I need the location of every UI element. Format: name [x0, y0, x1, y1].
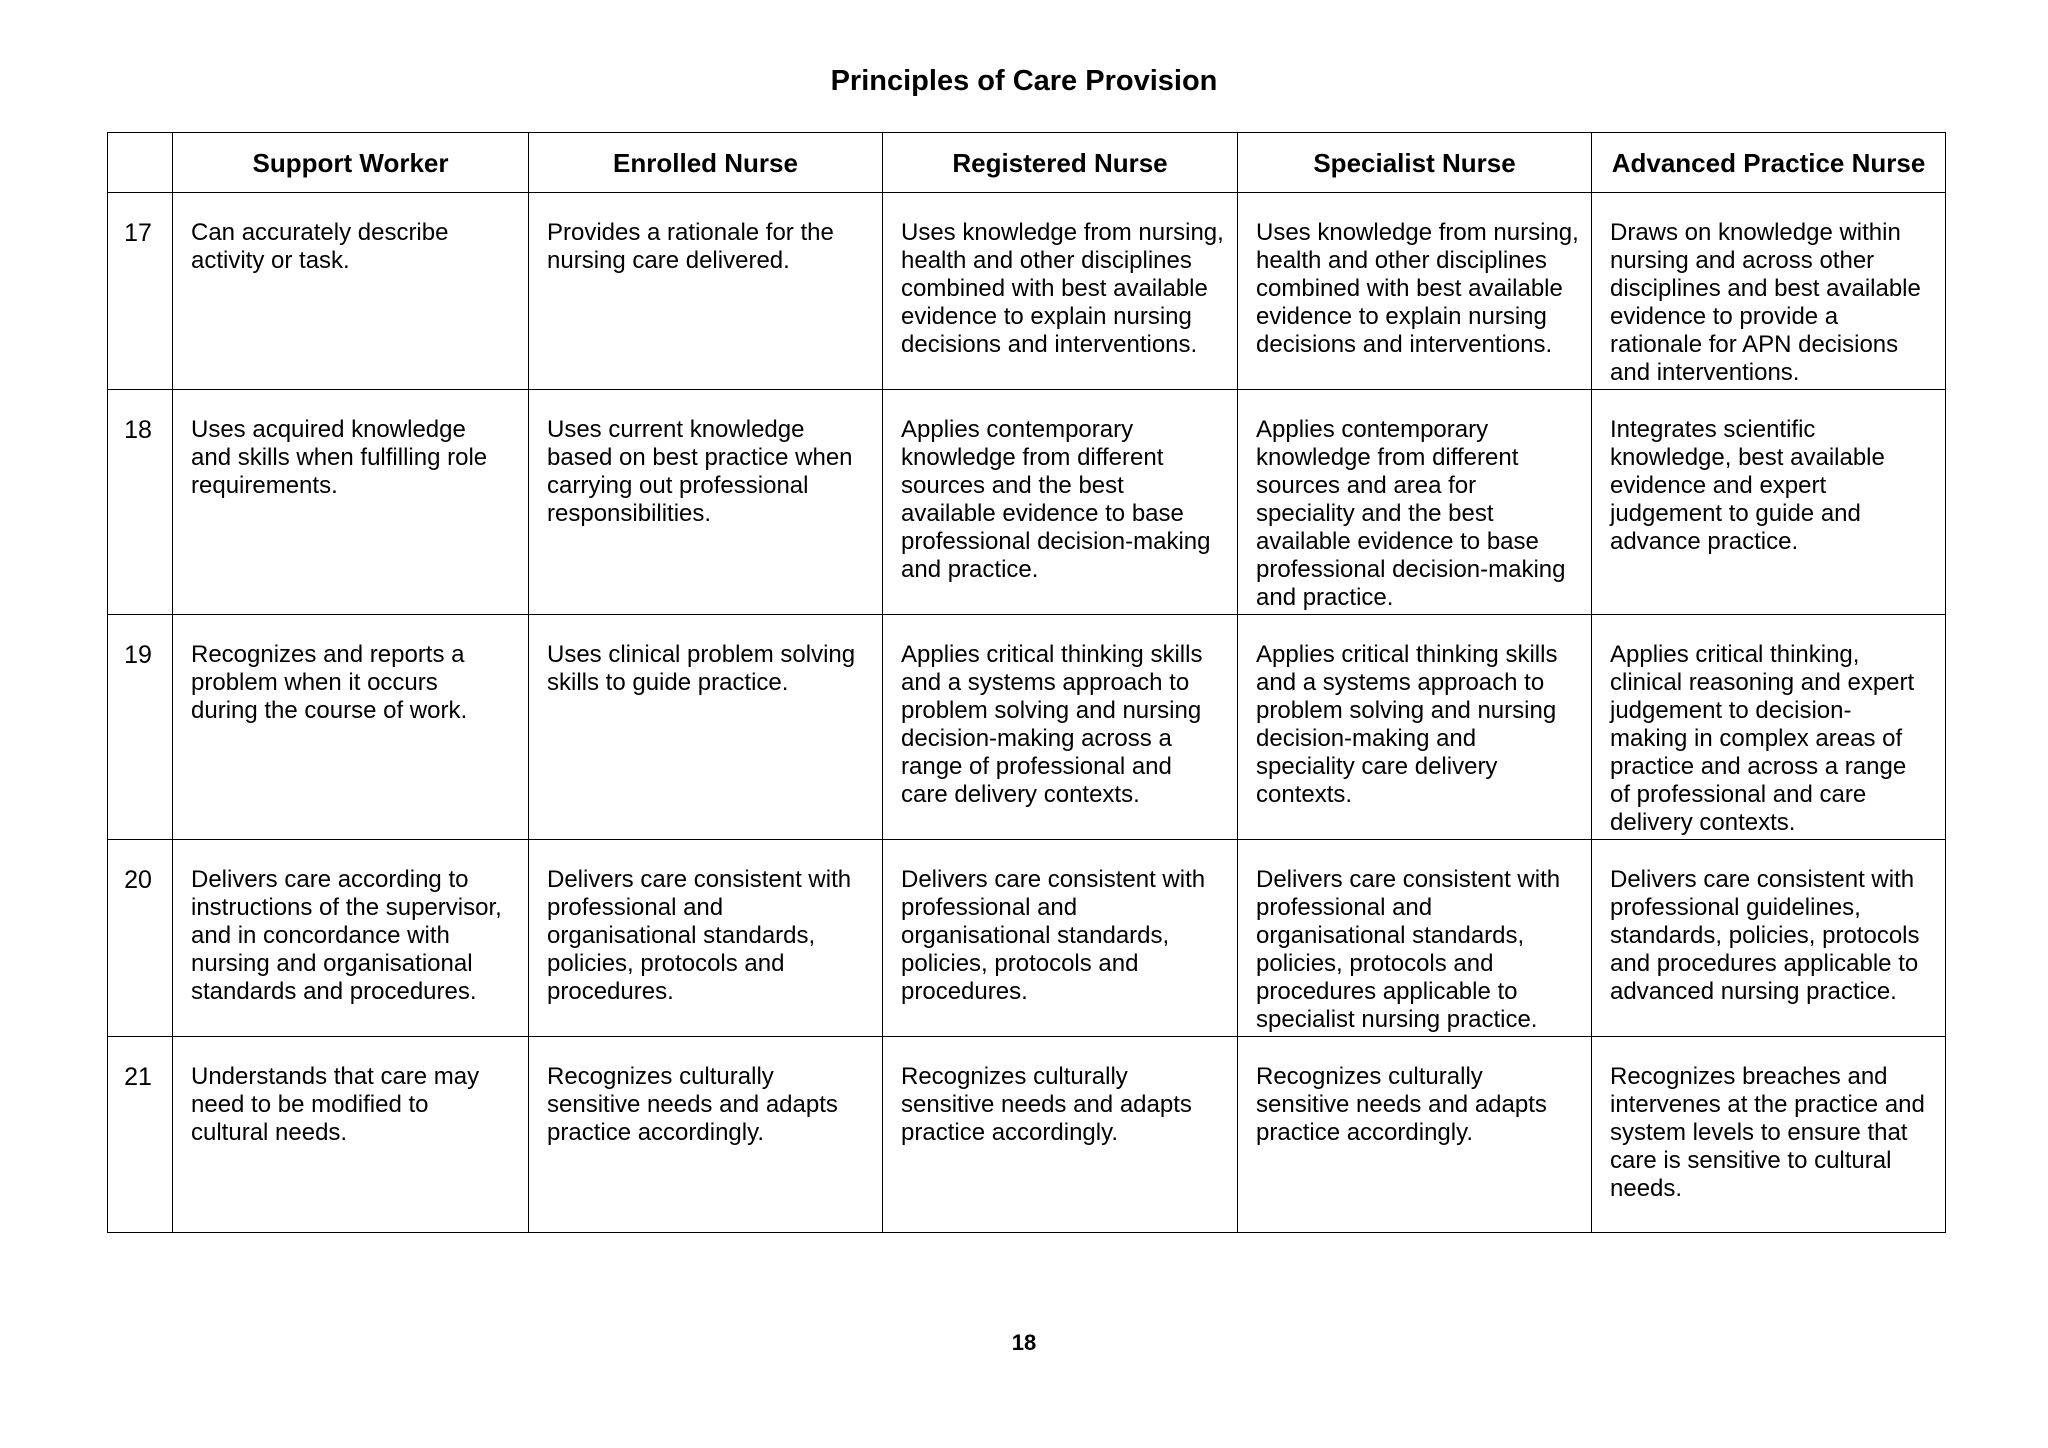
cell-registered-nurse: Uses knowledge from nursing, health and other disciplines combined with best available evidence to explain nursing decisions and interventions. — [883, 193, 1238, 390]
row-number: 17 — [108, 193, 173, 390]
table-row — [108, 840, 1946, 1037]
cell-advanced-practice-nurse: Applies critical thinking, clinical reasoning and expert judgement to decision- making in complex areas of practice and across a range of professional and care delivery contexts. — [1592, 615, 1946, 840]
table-row — [108, 193, 1946, 390]
cell-advanced-practice-nurse: Draws on knowledge within nursing and across other disciplines and best available evidence to provide a rationale for APN decisions and interventions. — [1592, 193, 1946, 390]
header-support-worker: Support Worker — [173, 133, 529, 193]
table-row — [108, 1037, 1946, 1233]
cell-support-worker: Uses acquired knowledge and skills when fulfilling role requirements. — [173, 390, 529, 615]
header-specialist-nurse: Specialist Nurse — [1238, 133, 1592, 193]
corner-cell — [108, 133, 173, 193]
table-header — [108, 133, 1946, 193]
header-advanced-practice-nurse: Advanced Practice Nurse — [1592, 133, 1946, 193]
row-number: 20 — [108, 840, 173, 1037]
cell-specialist-nurse: Applies contemporary knowledge from different sources and area for speciality and the best available evidence to base professional decision-making and practice. — [1238, 390, 1592, 615]
cell-specialist-nurse: Recognizes culturally sensitive needs and adapts practice accordingly. — [1238, 1037, 1592, 1233]
cell-support-worker: Can accurately describe activity or task. — [173, 193, 529, 390]
cell-registered-nurse: Delivers care consistent with professional and organisational standards, policies, protocols and procedures. — [883, 840, 1238, 1037]
row-number: 19 — [108, 615, 173, 840]
header-row — [108, 133, 1946, 193]
cell-registered-nurse: Applies contemporary knowledge from different sources and the best available evidence to base professional decision-making and practice. — [883, 390, 1238, 615]
table-row — [108, 390, 1946, 615]
table-row — [108, 615, 1946, 840]
care-provision-table — [107, 132, 1946, 1233]
page-title: Principles of Care Provision — [830, 65, 1218, 97]
cell-support-worker: Recognizes and reports a problem when it occurs during the course of work. — [173, 615, 529, 840]
cell-enrolled-nurse: Uses current knowledge based on best practice when carrying out professional responsibilities. — [529, 390, 883, 615]
cell-registered-nurse: Applies critical thinking skills and a systems approach to problem solving and nursing decision-making across a range of professional and care delivery contexts. — [883, 615, 1238, 840]
row-number: 18 — [108, 390, 173, 615]
cell-specialist-nurse: Applies critical thinking skills and a systems approach to problem solving and nursing decision-making and speciality care delivery contexts. — [1238, 615, 1592, 840]
cell-support-worker: Understands that care may need to be modified to cultural needs. — [173, 1037, 529, 1233]
header-registered-nurse: Registered Nurse — [883, 133, 1238, 193]
cell-specialist-nurse: Uses knowledge from nursing, health and other disciplines combined with best available evidence to explain nursing decisions and interventions. — [1238, 193, 1592, 390]
cell-registered-nurse: Recognizes culturally sensitive needs and adapts practice accordingly. — [883, 1037, 1238, 1233]
cell-enrolled-nurse: Delivers care consistent with professional and organisational standards, policies, protocols and procedures. — [529, 840, 883, 1037]
cell-advanced-practice-nurse: Integrates scientific knowledge, best available evidence and expert judgement to guide and advance practice. — [1592, 390, 1946, 615]
table-body — [108, 193, 1946, 1233]
cell-enrolled-nurse: Provides a rationale for the nursing care delivered. — [529, 193, 883, 390]
cell-advanced-practice-nurse: Recognizes breaches and intervenes at the practice and system levels to ensure that care is sensitive to cultural needs. — [1592, 1037, 1946, 1233]
cell-enrolled-nurse: Recognizes culturally sensitive needs and adapts practice accordingly. — [529, 1037, 883, 1233]
cell-support-worker: Delivers care according to instructions of the supervisor, and in concordance with nursing and organisational standards and procedures. — [173, 840, 529, 1037]
header-enrolled-nurse: Enrolled Nurse — [529, 133, 883, 193]
cell-specialist-nurse: Delivers care consistent with professional and organisational standards, policies, protocols and procedures applicable to specialist nursing practice. — [1238, 840, 1592, 1037]
cell-enrolled-nurse: Uses clinical problem solving skills to guide practice. — [529, 615, 883, 840]
cell-advanced-practice-nurse: Delivers care consistent with professional guidelines, standards, policies, protocols and procedures applicable to advanced nursing practice. — [1592, 840, 1946, 1037]
page-number: 18 — [1011, 1330, 1037, 1355]
row-number: 21 — [108, 1037, 173, 1233]
